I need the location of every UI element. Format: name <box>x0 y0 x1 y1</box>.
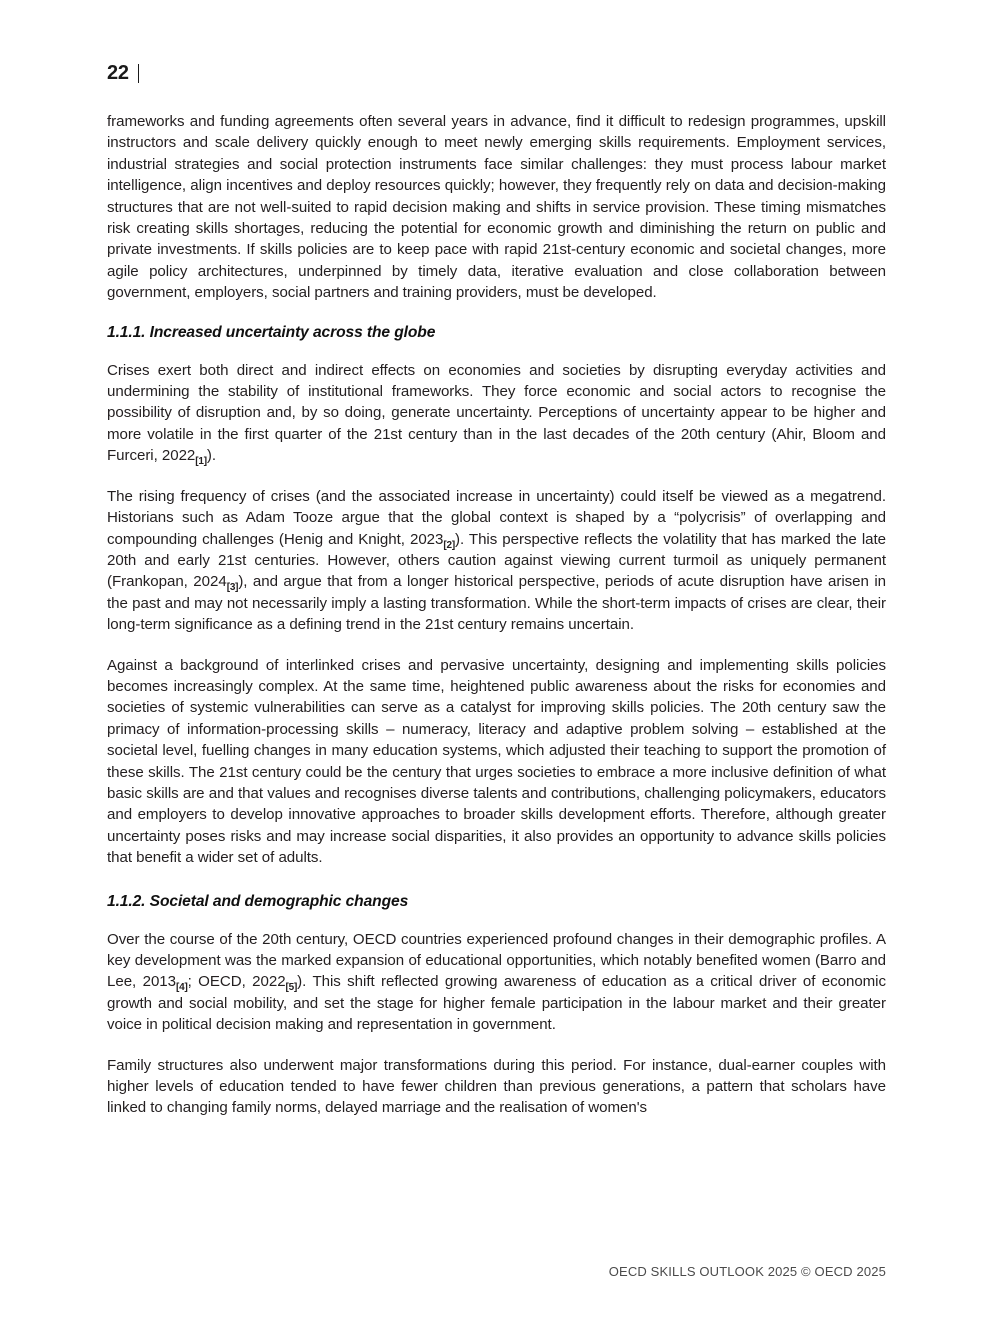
page-content <box>107 111 886 1119</box>
paragraph-continuation: frameworks and funding agreements often several years in advance, find it difficult to redesign programmes, upskill instructors and scale delivery quickly enough to meet newly emerging skills requirements. Employment services, industrial strategies and social protection instruments face similar challenges: they must process labour market intelligence, align incentives and deploy resources quickly; however, they frequently rely on data and decision-making structures that are not well-suited to rapid decision making and shifts in service provision. These timing mismatches risk creating skills shortages, reducing the potential for economic growth and diminishing the return on public and private investments. If skills policies are to keep pace with rapid 21st-century economic and societal changes, more agile policy architectures, underpinned by timely data, iterative evaluation and close collaboration between government, employers, social partners and training providers, must be developed. <box>107 113 886 302</box>
paragraph-text-part: Over the course of the 20th century, OECD countries experienced profound changes in their demographic profiles. A key development was the marked expansion of educational opportunities, which notably benefited women (Barro and Lee, 2013 <box>107 930 886 991</box>
page-footer: OECD SKILLS OUTLOOK 2025 © OECD 2025 <box>608 1264 886 1279</box>
citation-reference-5: [5] <box>285 982 298 994</box>
paragraph-family-structures: Family structures also underwent major transformations during this period. For instance, dual-earner couples with higher levels of education tended to have fewer children than previous generations, a pattern that scholars have linked to changing family norms, delayed marriage and the realisation of women's <box>107 1056 886 1117</box>
paragraph-demographic-profiles <box>107 929 886 1036</box>
paragraph-text-part: ). This shift reflected growing awareness of education as a critical driver of economic growth and social mobility, and set the stage for higher female participation in the labour market and their greater voice in political decision making and representation in government. <box>107 973 886 1034</box>
citation-reference-1: [1] <box>195 456 207 468</box>
citation-reference-3: [3] <box>226 582 239 594</box>
paragraph-interlinked-crises: Against a background of interlinked crises and pervasive uncertainty, designing and implementing skills policies becomes increasingly complex. At the same time, heightened public awareness about the risks for economies and societies of systemic vulnerabilities can serve as a catalyst for improving skills policies. The 20th century saw the primacy of information-processing skills – numeracy, literacy and adaptive problem solving – established at the societal level, fuelling changes in many education systems, which adjusted their teaching to support the promotion of these skills. The 21st century could be the century that urges societies to embrace a more inclusive definition of what basic skills are and that values and recognises diverse talents and contributions, challenging policymakers, educators and employers to develop innovative approaches to broader skills development efforts. Therefore, although greater uncertainty poses risks and may increase social disparities, it also provides an opportunity to advance skills policies that benefit a wider set of adults. <box>107 656 886 867</box>
paragraph-text-part: ; OECD, 2022 <box>187 973 286 991</box>
paragraph-rising-frequency <box>107 486 886 636</box>
paragraph-text-part: Crises exert both direct and indirect effects on economies and societies by disrupting everyday activities and undermining the stability of institutional frameworks. They force economic and social actors to recognise the possibility of disruption and, by so doing, generate uncertainty. Perceptions of uncertainty appear to be higher and more volatile in the first quarter of the 21st century than in the last decades of the 20th century (Ahir, Bloom and Furceri, 2022 <box>107 361 886 465</box>
paragraph-text-part: ), and argue that from a longer historical perspective, periods of acute disruption have arisen in the past and may not necessarily imply a lasting transformation. While the short-term impacts of crises are clear, their long-term significance as a defining trend in the 21st century remains uncertain. <box>107 573 886 634</box>
header-divider-rule <box>138 64 139 83</box>
paragraph-text-part: ). This perspective reflects the volatility that has marked the late 20th and early 21st centuries. However, others caution against viewing current turmoil as uniquely permanent (Frankopan, 2024 <box>107 530 886 591</box>
page-number: 22 <box>107 62 129 84</box>
paragraph-text-part: ). <box>206 447 217 465</box>
section-heading-1-1-1: 1.1.1. Increased uncertainty across the globe <box>107 323 436 341</box>
citation-reference-4: [4] <box>175 982 188 994</box>
section-heading-1-1-2: 1.1.2. Societal and demographic changes <box>107 892 409 910</box>
paragraph-crises-effects <box>107 360 886 467</box>
page-header <box>107 60 139 86</box>
citation-reference-2: [2] <box>443 539 455 551</box>
paragraph-text-part: The rising frequency of crises (and the associated increase in uncertainty) could itself be viewed as a megatrend. Historians such as Adam Tooze argue that the global context is shaped by a “polycrisis” of overlapping and compounding challenges (Henig and Knight, 2023 <box>107 487 886 548</box>
